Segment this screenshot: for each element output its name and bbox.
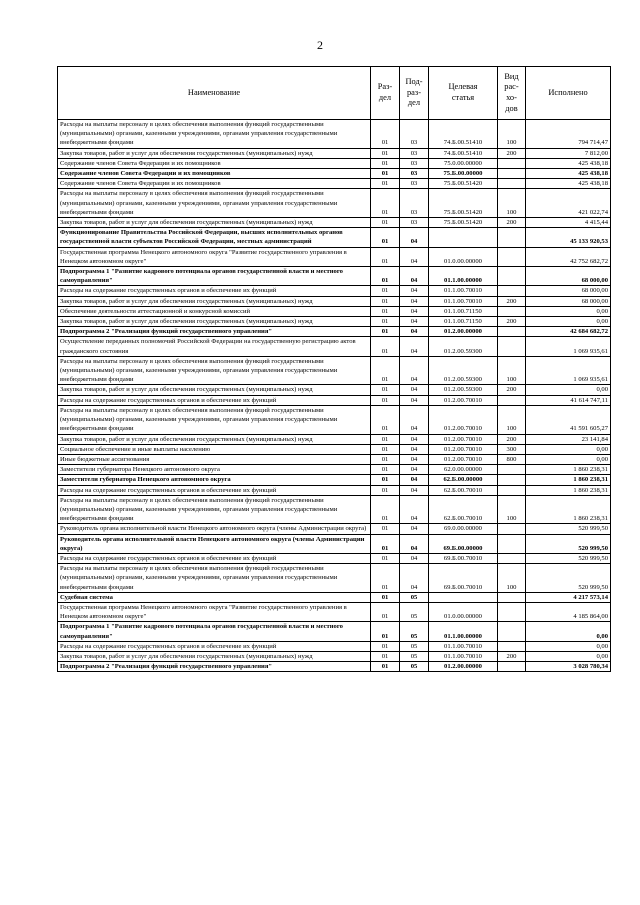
row-type: 200: [498, 651, 526, 661]
row-subsection: 04: [400, 337, 429, 356]
row-type: [498, 158, 526, 168]
row-name: Закупка товаров, работ и услуг для обеспечения государственных (муниципальных) нужд: [58, 296, 371, 306]
row-section: 01: [371, 247, 400, 266]
row-amount: 1 860 238,31: [526, 485, 611, 495]
row-section: 01: [371, 641, 400, 651]
row-type: 200: [498, 148, 526, 158]
row-subsection: 05: [400, 622, 429, 641]
table-row: [58, 120, 611, 149]
row-subsection: 05: [400, 641, 429, 651]
row-subsection: 04: [400, 247, 429, 266]
row-section: 01: [371, 120, 400, 149]
row-amount: 0,00: [526, 385, 611, 395]
row-subsection: 04: [400, 267, 429, 286]
row-name: Подпрограмма 1 "Развитие кадрового потенциала органов государственной власти и местного самоуправления": [58, 267, 371, 286]
table-body: [58, 120, 611, 672]
table-row: [58, 495, 611, 524]
row-section: 01: [371, 485, 400, 495]
table-row: [58, 524, 611, 534]
row-type: [498, 524, 526, 534]
row-amount: 1 069 935,61: [526, 356, 611, 385]
row-name: Руководитель органа исполнительной власти Ненецкого автономного округа (члены Администрации округа): [58, 534, 371, 553]
row-amount: 0,00: [526, 454, 611, 464]
row-name: Заместители губернатора Ненецкого автономного округа: [58, 475, 371, 485]
row-name: Содержание членов Совета Федерации и их помощников: [58, 169, 371, 179]
row-target: 01.2.00.70010: [429, 395, 498, 405]
row-amount: 41 591 605,27: [526, 405, 611, 434]
row-section: 01: [371, 553, 400, 563]
row-name: Закупка товаров, работ и услуг для обеспечения государственных (муниципальных) нужд: [58, 434, 371, 444]
row-name: Закупка товаров, работ и услуг для обеспечения государственных (муниципальных) нужд: [58, 651, 371, 661]
table-row: [58, 651, 611, 661]
row-amount: 425 438,18: [526, 169, 611, 179]
row-type: [498, 337, 526, 356]
row-amount: 0,00: [526, 317, 611, 327]
row-name: Функционирование Правительства Российской Федерации, высших исполнительных органов государственной власти субъектов Российской Федерации, местных администраций: [58, 228, 371, 247]
page-number: 2: [317, 38, 323, 52]
row-subsection: 04: [400, 434, 429, 444]
row-amount: 1 860 238,31: [526, 475, 611, 485]
row-section: 01: [371, 475, 400, 485]
table-row: [58, 317, 611, 327]
row-name: Закупка товаров, работ и услуг для обеспечения государственных (муниципальных) нужд: [58, 218, 371, 228]
row-type: [498, 662, 526, 672]
row-type: [498, 592, 526, 602]
row-subsection: 04: [400, 465, 429, 475]
row-section: 01: [371, 356, 400, 385]
row-amount: 520 999,50: [526, 534, 611, 553]
row-name: Закупка товаров, работ и услуг для обеспечения государственных (муниципальных) нужд: [58, 317, 371, 327]
table-row: [58, 247, 611, 266]
row-subsection: 04: [400, 228, 429, 247]
row-section: 01: [371, 296, 400, 306]
row-name: Подпрограмма 2 "Реализация функций государственного управления": [58, 327, 371, 337]
row-subsection: 03: [400, 189, 429, 218]
row-type: [498, 465, 526, 475]
row-target: 75.Б.00.00000: [429, 169, 498, 179]
row-name: Подпрограмма 1 "Развитие кадрового потенциала органов государственной власти и местного самоуправления": [58, 622, 371, 641]
row-target: 75.0.00.00000: [429, 158, 498, 168]
table-row: [58, 148, 611, 158]
row-section: 01: [371, 169, 400, 179]
row-amount: 42 684 682,72: [526, 327, 611, 337]
table-row: [58, 534, 611, 553]
row-subsection: 04: [400, 444, 429, 454]
row-amount: 425 438,18: [526, 158, 611, 168]
table-row: [58, 564, 611, 593]
row-name: Руководитель органа исполнительной власти Ненецкого автономного округа (члены Администрации округа): [58, 524, 371, 534]
row-amount: 421 022,74: [526, 189, 611, 218]
table-row: [58, 592, 611, 602]
row-subsection: 04: [400, 454, 429, 464]
row-amount: 4 217 573,14: [526, 592, 611, 602]
row-subsection: 04: [400, 395, 429, 405]
row-subsection: 04: [400, 296, 429, 306]
row-amount: 3 028 780,34: [526, 662, 611, 672]
row-type: [498, 534, 526, 553]
row-type: [498, 247, 526, 266]
row-type: 100: [498, 564, 526, 593]
row-subsection: 04: [400, 534, 429, 553]
row-amount: 1 860 238,31: [526, 495, 611, 524]
row-subsection: 04: [400, 356, 429, 385]
row-subsection: 05: [400, 592, 429, 602]
row-subsection: 04: [400, 317, 429, 327]
row-amount: 0,00: [526, 622, 611, 641]
row-target: 01.2.00.00000: [429, 662, 498, 672]
row-name: Расходы на выплаты персоналу в целях обеспечения выполнения функций государственными (муниципальными) органами, казенными учреждениями, органами управления государственными внебюджетными фондами: [58, 495, 371, 524]
row-target: 01.1.00.70010: [429, 296, 498, 306]
row-type: [498, 267, 526, 286]
row-type: 100: [498, 189, 526, 218]
table-row: [58, 228, 611, 247]
row-subsection: 04: [400, 524, 429, 534]
row-amount: 425 438,18: [526, 179, 611, 189]
row-target: 01.2.00.59300: [429, 356, 498, 385]
table-row: [58, 662, 611, 672]
header-target-text: Целевая статья: [448, 82, 478, 102]
row-target: 01.1.00.70010: [429, 641, 498, 651]
table-row: [58, 405, 611, 434]
row-target: 69.0.00.00000: [429, 524, 498, 534]
row-target: 01.1.00.70010: [429, 651, 498, 661]
row-section: 01: [371, 337, 400, 356]
row-target: 62.Б.00.00000: [429, 475, 498, 485]
row-name: Расходы на выплаты персоналу в целях обеспечения выполнения функций государственными (муниципальными) органами, казенными учреждениями, органами управления государственными внебюджетными фондами: [58, 189, 371, 218]
row-section: 01: [371, 189, 400, 218]
row-section: 01: [371, 662, 400, 672]
header-name: Наименование: [58, 67, 371, 120]
row-name: Осуществление переданных полномочий Российской Федерации на государственную регистрацию актов гражданского состояния: [58, 337, 371, 356]
row-target: 62.0.00.00000: [429, 465, 498, 475]
row-subsection: 04: [400, 485, 429, 495]
row-name: Закупка товаров, работ и услуг для обеспечения государственных (муниципальных) нужд: [58, 385, 371, 395]
row-amount: 23 141,84: [526, 434, 611, 444]
row-type: 100: [498, 120, 526, 149]
table-row: [58, 169, 611, 179]
table-row: [58, 296, 611, 306]
table-row: [58, 622, 611, 641]
row-target: 01.0.00.00000: [429, 247, 498, 266]
table-row: [58, 356, 611, 385]
row-section: 01: [371, 158, 400, 168]
row-amount: 68 000,00: [526, 267, 611, 286]
row-type: 800: [498, 454, 526, 464]
row-subsection: 04: [400, 385, 429, 395]
row-type: 200: [498, 317, 526, 327]
row-type: [498, 228, 526, 247]
row-target: 01.1.00.00000: [429, 622, 498, 641]
row-type: 200: [498, 434, 526, 444]
row-name: Расходы на содержание государственных органов и обеспечение их функций: [58, 485, 371, 495]
row-amount: 42 752 682,72: [526, 247, 611, 266]
row-amount: 1 860 238,31: [526, 465, 611, 475]
row-type: [498, 286, 526, 296]
row-subsection: 04: [400, 475, 429, 485]
header-type: [498, 67, 526, 120]
row-target: 75.Б.00.51420: [429, 179, 498, 189]
row-amount: 0,00: [526, 306, 611, 316]
row-target: 01.2.00.70010: [429, 405, 498, 434]
row-type: [498, 622, 526, 641]
row-name: Судебная система: [58, 592, 371, 602]
row-section: 01: [371, 495, 400, 524]
row-target: 75.Б.00.51420: [429, 189, 498, 218]
row-subsection: 05: [400, 602, 429, 621]
row-target: 69.Б.00.00000: [429, 534, 498, 553]
row-amount: 0,00: [526, 444, 611, 454]
row-section: 01: [371, 434, 400, 444]
row-amount: 4 185 864,00: [526, 602, 611, 621]
row-section: 01: [371, 534, 400, 553]
row-section: 01: [371, 317, 400, 327]
row-subsection: 04: [400, 405, 429, 434]
row-name: Расходы на выплаты персоналу в целях обеспечения выполнения функций государственными (муниципальными) органами, казенными учреждениями, органами управления государственными внебюджетными фондами: [58, 120, 371, 149]
table-row: [58, 454, 611, 464]
row-amount: 0,00: [526, 651, 611, 661]
header-subsection: [400, 67, 429, 120]
row-name: Государственная программа Ненецкого автономного округа "Развитие государственного управления в Ненецком автономном округе": [58, 247, 371, 266]
row-section: 01: [371, 306, 400, 316]
row-section: 01: [371, 444, 400, 454]
row-target: 01.1.00.70010: [429, 286, 498, 296]
table-row: [58, 286, 611, 296]
row-section: 01: [371, 286, 400, 296]
row-subsection: 03: [400, 179, 429, 189]
row-section: 01: [371, 405, 400, 434]
row-type: 100: [498, 405, 526, 434]
row-amount: 794 714,47: [526, 120, 611, 149]
row-subsection: 03: [400, 148, 429, 158]
row-amount: 68 000,00: [526, 296, 611, 306]
row-type: 300: [498, 444, 526, 454]
row-name: Расходы на содержание государственных органов и обеспечение их функций: [58, 553, 371, 563]
header-subsection-text: Под- раз- дел: [405, 77, 423, 108]
row-subsection: 03: [400, 218, 429, 228]
row-amount: 68 000,00: [526, 286, 611, 296]
row-target: 75.Б.00.51420: [429, 218, 498, 228]
row-subsection: 03: [400, 169, 429, 179]
table-header-row: [58, 67, 611, 120]
table-row: [58, 444, 611, 454]
table-row: [58, 267, 611, 286]
row-section: 01: [371, 179, 400, 189]
row-type: 100: [498, 495, 526, 524]
row-target: 01.2.00.59300: [429, 385, 498, 395]
row-section: 01: [371, 148, 400, 158]
table-row: [58, 179, 611, 189]
row-amount: 7 812,00: [526, 148, 611, 158]
row-subsection: 04: [400, 286, 429, 296]
header-section: [371, 67, 400, 120]
table-row: [58, 475, 611, 485]
header-type-text: Вид рас- хо- дов: [504, 71, 519, 113]
table-row: [58, 395, 611, 405]
table-row: [58, 434, 611, 444]
row-section: 01: [371, 622, 400, 641]
header-target: [429, 67, 498, 120]
row-name: Иные бюджетные ассигнования: [58, 454, 371, 464]
table-row: [58, 602, 611, 621]
row-amount: 41 614 747,11: [526, 395, 611, 405]
row-name: Расходы на содержание государственных органов и обеспечение их функций: [58, 641, 371, 651]
row-section: 01: [371, 327, 400, 337]
row-type: [498, 553, 526, 563]
row-type: [498, 306, 526, 316]
table-row: [58, 327, 611, 337]
row-name: Закупка товаров, работ и услуг для обеспечения государственных (муниципальных) нужд: [58, 148, 371, 158]
row-section: 01: [371, 465, 400, 475]
row-target: 01.2.00.00000: [429, 327, 498, 337]
row-name: Государственная программа Ненецкого автономного округа "Развитие государственного управления в Ненецком автономном округе": [58, 602, 371, 621]
row-target: 01.1.00.71150: [429, 317, 498, 327]
row-section: 01: [371, 454, 400, 464]
row-amount: 520 999,50: [526, 553, 611, 563]
row-name: Расходы на содержание государственных органов и обеспечение их функций: [58, 395, 371, 405]
row-type: [498, 169, 526, 179]
row-target: [429, 228, 498, 247]
row-section: 01: [371, 651, 400, 661]
row-section: 01: [371, 564, 400, 593]
row-target: 01.2.00.70010: [429, 454, 498, 464]
row-name: Заместители губернатора Ненецкого автономного округа: [58, 465, 371, 475]
row-type: [498, 475, 526, 485]
table-row: [58, 306, 611, 316]
row-target: 74.Б.00.51410: [429, 148, 498, 158]
row-section: 01: [371, 395, 400, 405]
table-row: [58, 337, 611, 356]
row-target: 01.1.00.71150: [429, 306, 498, 316]
row-target: 01.2.00.70010: [429, 444, 498, 454]
table-row: [58, 385, 611, 395]
row-target: 69.Б.00.70010: [429, 553, 498, 563]
row-type: [498, 485, 526, 495]
table-row: [58, 641, 611, 651]
row-type: [498, 327, 526, 337]
row-subsection: 03: [400, 120, 429, 149]
row-type: [498, 602, 526, 621]
row-type: [498, 395, 526, 405]
row-section: 01: [371, 267, 400, 286]
row-name: Расходы на выплаты персоналу в целях обеспечения выполнения функций государственными (муниципальными) органами, казенными учреждениями, органами управления государственными внебюджетными фондами: [58, 405, 371, 434]
row-target: 01.1.00.00000: [429, 267, 498, 286]
row-name: Расходы на содержание государственных органов и обеспечение их функций: [58, 286, 371, 296]
row-subsection: 04: [400, 553, 429, 563]
row-section: 01: [371, 228, 400, 247]
row-section: 01: [371, 524, 400, 534]
row-name: Содержание членов Совета Федерации и их помощников: [58, 179, 371, 189]
table-row: [58, 485, 611, 495]
row-subsection: 04: [400, 495, 429, 524]
row-subsection: 04: [400, 564, 429, 593]
row-type: 200: [498, 218, 526, 228]
row-target: 01.2.00.59300: [429, 337, 498, 356]
table-row: [58, 553, 611, 563]
row-type: [498, 641, 526, 651]
table-row: [58, 465, 611, 475]
row-amount: 0,00: [526, 641, 611, 651]
row-subsection: 05: [400, 662, 429, 672]
row-amount: 520 999,50: [526, 564, 611, 593]
row-target: 74.Б.00.51410: [429, 120, 498, 149]
row-type: [498, 179, 526, 189]
row-type: 200: [498, 385, 526, 395]
row-target: 62.Б.00.70010: [429, 495, 498, 524]
header-executed: Исполнено: [526, 67, 611, 120]
row-amount: 4 415,44: [526, 218, 611, 228]
row-name: Расходы на выплаты персоналу в целях обеспечения выполнения функций государственными (муниципальными) органами, казенными учреждениями, органами управления государственными внебюджетными фондами: [58, 356, 371, 385]
row-section: 01: [371, 385, 400, 395]
row-section: 01: [371, 592, 400, 602]
row-name: Обеспечение деятельности аттестационной и конкурсной комиссий: [58, 306, 371, 316]
row-name: Подпрограмма 2 "Реализация функций государственного управления": [58, 662, 371, 672]
row-amount: 1 069 935,61: [526, 337, 611, 356]
row-subsection: 05: [400, 651, 429, 661]
budget-execution-table: [57, 66, 611, 672]
row-type: 200: [498, 296, 526, 306]
row-target: 01.2.00.70010: [429, 434, 498, 444]
table-row: [58, 158, 611, 168]
row-target: [429, 592, 498, 602]
row-subsection: 04: [400, 306, 429, 316]
table-row: [58, 189, 611, 218]
row-type: 100: [498, 356, 526, 385]
header-section-text: Раз- дел: [377, 82, 393, 102]
row-amount: 45 133 920,53: [526, 228, 611, 247]
row-section: 01: [371, 218, 400, 228]
row-name: Содержание членов Совета Федерации и их помощников: [58, 158, 371, 168]
row-target: 62.Б.00.70010: [429, 485, 498, 495]
row-target: 01.0.00.00000: [429, 602, 498, 621]
row-amount: 520 999,50: [526, 524, 611, 534]
row-subsection: 04: [400, 327, 429, 337]
row-name: Расходы на выплаты персоналу в целях обеспечения выполнения функций государственными (муниципальными) органами, казенными учреждениями, органами управления государственными внебюджетными фондами: [58, 564, 371, 593]
row-section: 01: [371, 602, 400, 621]
row-target: 69.Б.00.70010: [429, 564, 498, 593]
row-subsection: 03: [400, 158, 429, 168]
table-row: [58, 218, 611, 228]
row-name: Социальное обеспечение и иные выплаты населению: [58, 444, 371, 454]
